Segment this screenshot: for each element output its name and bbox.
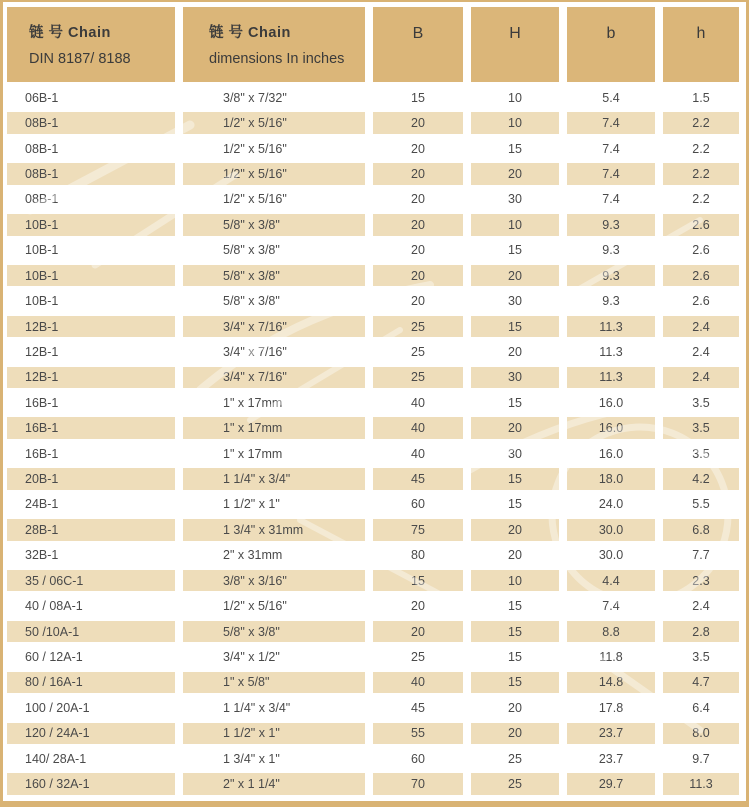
cell-B-value: 20 bbox=[373, 214, 463, 235]
table-row bbox=[7, 619, 742, 644]
cell-b-value: 7.4 bbox=[602, 599, 620, 614]
cell-h-value: 2.4 bbox=[663, 316, 739, 337]
cell-chain-number: 120 / 24A-1 bbox=[7, 723, 175, 744]
table-row bbox=[7, 568, 742, 593]
cell-h-value: 2.6 bbox=[663, 214, 739, 235]
cell-dimensions-inches: 1 1/4" x 3/4" bbox=[183, 468, 365, 489]
cell-b-value: 30.0 bbox=[567, 519, 655, 540]
cell-dimensions-inches: 1/2" x 5/16" bbox=[223, 141, 287, 156]
cell-B-value: 60 bbox=[411, 751, 425, 766]
cell-dimensions-inches: 3/4" x 7/16" bbox=[183, 316, 365, 337]
cell-H-value: 10 bbox=[471, 112, 559, 133]
cell-dimensions-inches: 1 3/4" x 31mm bbox=[183, 519, 365, 540]
cell-chain-number: 08B-1 bbox=[25, 141, 59, 156]
cell-dimensions-inches: 3/8" x 7/32" bbox=[223, 90, 287, 105]
cell-dimensions-inches: 3/4" x 7/16" bbox=[223, 344, 287, 359]
cell-dimensions-inches: 1 3/4" x 1" bbox=[223, 751, 280, 766]
cell-H-value: 15 bbox=[508, 243, 522, 258]
cell-H-value: 20 bbox=[471, 265, 559, 286]
table-row bbox=[7, 187, 742, 212]
cell-b-value: 5.4 bbox=[602, 90, 620, 105]
table-row bbox=[7, 746, 742, 771]
cell-b-value: 24.0 bbox=[598, 497, 624, 512]
table-row bbox=[7, 593, 742, 618]
cell-h-value: 6.4 bbox=[692, 700, 710, 715]
cell-B-value: 40 bbox=[373, 672, 463, 693]
cell-dimensions-inches: 5/8" x 3/8" bbox=[183, 214, 365, 235]
cell-h-value: 11.3 bbox=[663, 773, 739, 794]
cell-B-value: 15 bbox=[373, 570, 463, 591]
cell-b-value: 30.0 bbox=[598, 548, 624, 563]
cell-b-value: 8.8 bbox=[567, 621, 655, 642]
cell-chain-number: 20B-1 bbox=[7, 468, 175, 489]
cell-dimensions-inches: 5/8" x 3/8" bbox=[183, 265, 365, 286]
cell-h-value: 7.7 bbox=[692, 548, 710, 563]
cell-B-value: 70 bbox=[373, 773, 463, 794]
header-col-B: B bbox=[373, 7, 463, 82]
cell-B-value: 20 bbox=[411, 294, 425, 309]
cell-dimensions-inches: 1/2" x 5/16" bbox=[223, 192, 287, 207]
table-row bbox=[7, 670, 742, 695]
header-chain-dimensions-title: 链 号 Chain bbox=[209, 25, 291, 41]
cell-B-value: 55 bbox=[373, 723, 463, 744]
table-row bbox=[7, 771, 742, 796]
header-col-b: b bbox=[567, 7, 655, 82]
cell-H-value: 15 bbox=[471, 672, 559, 693]
table-header-row bbox=[7, 7, 742, 82]
cell-dimensions-inches: 5/8" x 3/8" bbox=[223, 294, 280, 309]
cell-B-value: 25 bbox=[373, 367, 463, 388]
cell-chain-number: 10B-1 bbox=[7, 214, 175, 235]
cell-chain-number: 12B-1 bbox=[7, 316, 175, 337]
cell-b-value: 7.4 bbox=[567, 163, 655, 184]
cell-b-value: 16.0 bbox=[598, 446, 624, 461]
cell-h-value: 2.2 bbox=[692, 192, 710, 207]
cell-h-value: 3.5 bbox=[692, 649, 710, 664]
cell-chain-number: 16B-1 bbox=[7, 417, 175, 438]
cell-B-value: 25 bbox=[373, 316, 463, 337]
header-chain-din bbox=[7, 7, 175, 82]
cell-dimensions-inches: 5/8" x 3/8" bbox=[223, 243, 280, 258]
cell-chain-number: 10B-1 bbox=[25, 243, 59, 258]
cell-b-value: 11.3 bbox=[567, 367, 655, 388]
cell-chain-number: 40 / 08A-1 bbox=[25, 599, 83, 614]
cell-B-value: 20 bbox=[373, 163, 463, 184]
table-row bbox=[7, 390, 742, 415]
table-row bbox=[7, 365, 742, 390]
cell-chain-number: 35 / 06C-1 bbox=[7, 570, 175, 591]
cell-chain-number: 80 / 16A-1 bbox=[7, 672, 175, 693]
cell-H-value: 20 bbox=[471, 723, 559, 744]
cell-h-value: 2.2 bbox=[692, 141, 710, 156]
cell-H-value: 15 bbox=[508, 599, 522, 614]
cell-B-value: 40 bbox=[373, 417, 463, 438]
cell-dimensions-inches: 1" x 5/8" bbox=[183, 672, 365, 693]
cell-H-value: 15 bbox=[508, 649, 522, 664]
header-chain-din-subtitle: DIN 8187/ 8188 bbox=[29, 51, 131, 67]
cell-dimensions-inches: 1 1/2" x 1" bbox=[223, 497, 280, 512]
table-row bbox=[7, 288, 742, 313]
cell-chain-number: 60 / 12A-1 bbox=[25, 649, 83, 664]
cell-H-value: 20 bbox=[471, 163, 559, 184]
cell-b-value: 17.8 bbox=[598, 700, 624, 715]
cell-H-value: 20 bbox=[471, 519, 559, 540]
cell-B-value: 25 bbox=[411, 649, 425, 664]
cell-B-value: 20 bbox=[411, 599, 425, 614]
cell-h-value: 2.3 bbox=[663, 570, 739, 591]
table-row bbox=[7, 492, 742, 517]
cell-h-value: 2.6 bbox=[692, 294, 710, 309]
cell-b-value: 29.7 bbox=[567, 773, 655, 794]
cell-h-value: 3.5 bbox=[692, 446, 710, 461]
cell-dimensions-inches: 1/2" x 5/16" bbox=[183, 112, 365, 133]
table-row bbox=[7, 441, 742, 466]
cell-h-value: 9.7 bbox=[692, 751, 710, 766]
table-row bbox=[7, 136, 742, 161]
header-chain-dimensions bbox=[183, 7, 365, 82]
cell-h-value: 3.5 bbox=[663, 417, 739, 438]
cell-b-value: 14.8 bbox=[567, 672, 655, 693]
cell-h-value: 2.8 bbox=[663, 621, 739, 642]
cell-dimensions-inches: 2" x 1 1/4" bbox=[183, 773, 365, 794]
cell-B-value: 25 bbox=[411, 344, 425, 359]
cell-B-value: 40 bbox=[411, 395, 425, 410]
cell-H-value: 20 bbox=[508, 548, 522, 563]
cell-chain-number: 24B-1 bbox=[25, 497, 59, 512]
cell-B-value: 15 bbox=[411, 90, 425, 105]
cell-h-value: 2.2 bbox=[663, 112, 739, 133]
table-row bbox=[7, 415, 742, 440]
cell-H-value: 10 bbox=[471, 214, 559, 235]
cell-h-value: 2.4 bbox=[692, 344, 710, 359]
cell-H-value: 20 bbox=[471, 417, 559, 438]
cell-b-value: 4.4 bbox=[567, 570, 655, 591]
cell-B-value: 20 bbox=[373, 265, 463, 286]
cell-chain-number: 28B-1 bbox=[7, 519, 175, 540]
cell-H-value: 15 bbox=[471, 621, 559, 642]
cell-B-value: 45 bbox=[373, 468, 463, 489]
header-chain-dimensions-subtitle: dimensions In inches bbox=[209, 51, 345, 67]
table-row bbox=[7, 543, 742, 568]
cell-H-value: 20 bbox=[508, 344, 522, 359]
header-col-H: H bbox=[471, 7, 559, 82]
table-row bbox=[7, 263, 742, 288]
cell-B-value: 45 bbox=[411, 700, 425, 715]
cell-H-value: 30 bbox=[471, 367, 559, 388]
table-body bbox=[7, 85, 742, 797]
table-row bbox=[7, 339, 742, 364]
cell-h-value: 2.6 bbox=[663, 265, 739, 286]
cell-H-value: 20 bbox=[508, 700, 522, 715]
cell-b-value: 9.3 bbox=[602, 243, 620, 258]
cell-h-value: 3.5 bbox=[692, 395, 710, 410]
cell-chain-number: 140/ 28A-1 bbox=[25, 751, 87, 766]
header-chain-din-title: 链 号 Chain bbox=[29, 25, 111, 41]
cell-b-value: 23.7 bbox=[567, 723, 655, 744]
cell-H-value: 10 bbox=[508, 90, 522, 105]
cell-chain-number: 06B-1 bbox=[25, 90, 59, 105]
cell-chain-number: 160 / 32A-1 bbox=[7, 773, 175, 794]
cell-dimensions-inches: 3/4" x 1/2" bbox=[223, 649, 280, 664]
cell-dimensions-inches: 3/4" x 7/16" bbox=[183, 367, 365, 388]
cell-B-value: 20 bbox=[411, 192, 425, 207]
cell-H-value: 30 bbox=[508, 192, 522, 207]
cell-b-value: 9.3 bbox=[567, 214, 655, 235]
table-row bbox=[7, 644, 742, 669]
table-row bbox=[7, 721, 742, 746]
cell-dimensions-inches: 1" x 17mm bbox=[223, 446, 283, 461]
cell-B-value: 75 bbox=[373, 519, 463, 540]
cell-h-value: 4.7 bbox=[663, 672, 739, 693]
cell-H-value: 15 bbox=[471, 468, 559, 489]
table-row bbox=[7, 466, 742, 491]
table-row bbox=[7, 695, 742, 720]
cell-H-value: 30 bbox=[508, 294, 522, 309]
cell-chain-number: 08B-1 bbox=[7, 112, 175, 133]
cell-dimensions-inches: 1/2" x 5/16" bbox=[183, 163, 365, 184]
cell-chain-number: 50 /10A-1 bbox=[7, 621, 175, 642]
cell-h-value: 1.5 bbox=[692, 90, 710, 105]
cell-b-value: 11.8 bbox=[599, 649, 623, 664]
cell-b-value: 11.3 bbox=[599, 344, 623, 359]
cell-chain-number: 12B-1 bbox=[7, 367, 175, 388]
cell-H-value: 25 bbox=[471, 773, 559, 794]
cell-dimensions-inches: 1/2" x 5/16" bbox=[223, 599, 287, 614]
table-row bbox=[7, 85, 742, 110]
cell-b-value: 7.4 bbox=[602, 141, 620, 156]
cell-dimensions-inches: 1" x 17mm bbox=[183, 417, 365, 438]
cell-b-value: 18.0 bbox=[567, 468, 655, 489]
table-row bbox=[7, 314, 742, 339]
cell-chain-number: 100 / 20A-1 bbox=[25, 700, 90, 715]
cell-h-value: 2.6 bbox=[692, 243, 710, 258]
cell-b-value: 23.7 bbox=[598, 751, 624, 766]
cell-h-value: 2.4 bbox=[663, 367, 739, 388]
table-row bbox=[7, 517, 742, 542]
cell-chain-number: 16B-1 bbox=[25, 446, 59, 461]
cell-b-value: 7.4 bbox=[567, 112, 655, 133]
cell-chain-number: 16B-1 bbox=[25, 395, 59, 410]
cell-dimensions-inches: 1 1/4" x 3/4" bbox=[223, 700, 291, 715]
cell-chain-number: 12B-1 bbox=[25, 344, 59, 359]
cell-H-value: 10 bbox=[471, 570, 559, 591]
table-row bbox=[7, 238, 742, 263]
cell-B-value: 20 bbox=[373, 621, 463, 642]
header-col-h: h bbox=[663, 7, 739, 82]
cell-H-value: 25 bbox=[508, 751, 522, 766]
cell-h-value: 5.5 bbox=[692, 497, 710, 512]
cell-h-value: 4.2 bbox=[663, 468, 739, 489]
cell-b-value: 7.4 bbox=[602, 192, 620, 207]
cell-H-value: 30 bbox=[508, 446, 522, 461]
cell-chain-number: 10B-1 bbox=[25, 294, 59, 309]
cell-chain-number: 08B-1 bbox=[7, 163, 175, 184]
cell-dimensions-inches: 1 1/2" x 1" bbox=[183, 723, 365, 744]
cell-dimensions-inches: 3/8" x 3/16" bbox=[183, 570, 365, 591]
cell-b-value: 16.0 bbox=[567, 417, 655, 438]
cell-H-value: 15 bbox=[508, 497, 522, 512]
cell-H-value: 15 bbox=[508, 141, 522, 156]
cell-B-value: 20 bbox=[411, 141, 425, 156]
cell-B-value: 40 bbox=[411, 446, 425, 461]
cell-h-value: 6.8 bbox=[663, 519, 739, 540]
cell-b-value: 11.3 bbox=[567, 316, 655, 337]
cell-dimensions-inches: 1" x 17mm bbox=[223, 395, 283, 410]
table-row bbox=[7, 212, 742, 237]
cell-dimensions-inches: 5/8" x 3/8" bbox=[183, 621, 365, 642]
cell-chain-number: 10B-1 bbox=[7, 265, 175, 286]
cell-chain-number: 32B-1 bbox=[25, 548, 59, 563]
cell-H-value: 15 bbox=[508, 395, 522, 410]
table-row bbox=[7, 110, 742, 135]
cell-b-value: 16.0 bbox=[598, 395, 624, 410]
cell-B-value: 20 bbox=[373, 112, 463, 133]
cell-H-value: 15 bbox=[471, 316, 559, 337]
cell-B-value: 60 bbox=[411, 497, 425, 512]
cell-h-value: 2.2 bbox=[663, 163, 739, 184]
cell-B-value: 20 bbox=[411, 243, 425, 258]
cell-B-value: 80 bbox=[411, 548, 425, 563]
cell-h-value: 8.0 bbox=[663, 723, 739, 744]
cell-b-value: 9.3 bbox=[567, 265, 655, 286]
cell-h-value: 2.4 bbox=[692, 599, 710, 614]
table-row bbox=[7, 161, 742, 186]
cell-chain-number: 08B-1 bbox=[25, 192, 59, 207]
cell-b-value: 9.3 bbox=[602, 294, 620, 309]
cell-dimensions-inches: 2" x 31mm bbox=[223, 548, 283, 563]
